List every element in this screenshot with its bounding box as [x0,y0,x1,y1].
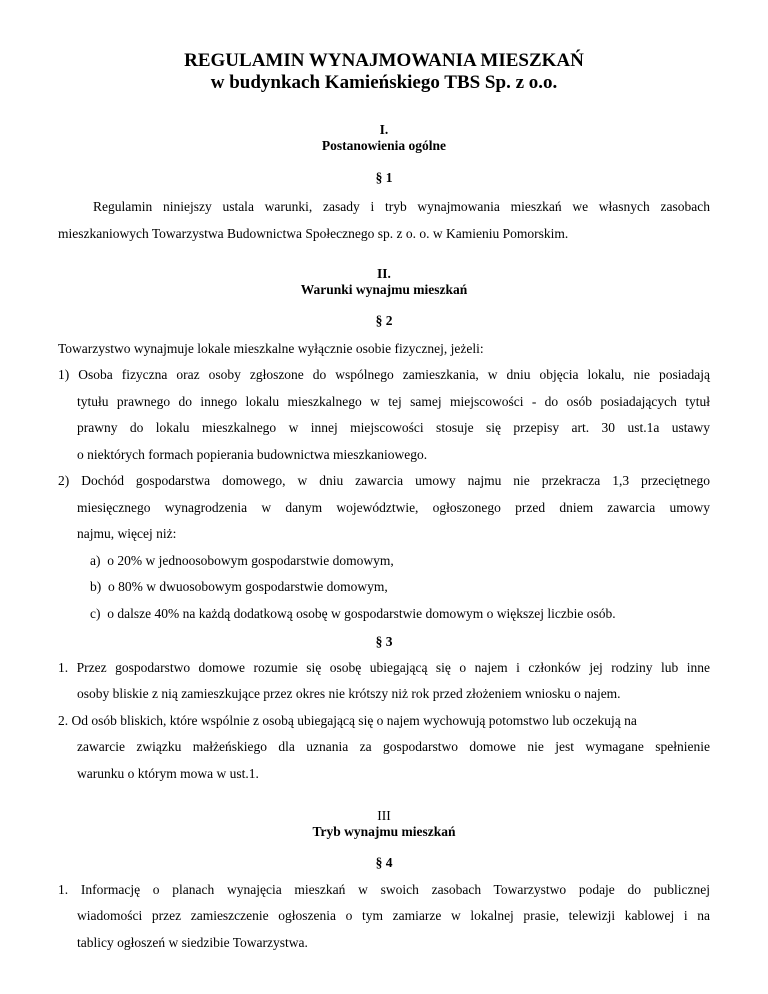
document-title: REGULAMIN WYNAJMOWANIA MIESZKAŃ [184,50,584,71]
sub-list-label: a) [90,553,101,568]
sub-list-label: c) [90,606,101,621]
paragraph-text: Regulamin niniejszy ustala warunki, zasady i tryb wynajmowania mieszkań we własnych zasobach [93,199,710,214]
section-title: Tryb wynajmu mieszkań [312,824,456,839]
paragraph-text: mieszkaniowych Towarzystwa Budownictwa Społecznego sp. z o. o. w Kamieniu Pomorskim. [58,226,569,241]
list-item-text: miesięcznego wynagrodzenia w danym województwie, ogłoszonego przed dniem zawarcia umowy [77,500,710,515]
paragraph-text: Towarzystwo wynajmuje lokale mieszkalne wyłącznie osobie fizycznej, jeżeli: [58,341,484,356]
sub-list-text: o dalsze 40% na każdą dodatkową osobę w gospodarstwie domowym o większej liczbie osób. [107,606,616,621]
section-number: I. [379,122,389,137]
sub-list-text: o 80% w dwuosobowym gospodarstwie domowym, [108,579,388,594]
list-item-text: warunku o którym mowa w ust.1. [77,766,259,781]
list-item-text: najmu, więcej niż: [77,526,177,541]
paragraph-heading: § 1 [375,170,393,185]
list-item-text: tablicy ogłoszeń w siedzibie Towarzystwa. [77,935,308,950]
list-item-text: 1) Osoba fizyczna oraz osoby zgłoszone do wspólnego zamieszkania, w dniu objęcia lokalu, nie posiadają [58,367,710,382]
list-item-text: wiadomości przez zamieszczenie ogłoszenia o tym zamiarze w lokalnej prasie, telewizji kablowej i na [77,908,710,923]
sub-list-item [90,574,710,601]
paragraph-heading: § 2 [375,313,393,328]
document-subtitle: w budynkach Kamieńskiego TBS Sp. z o.o. [210,72,558,93]
paragraph-heading: § 4 [375,855,393,870]
section-title: Postanowienia ogólne [321,138,447,153]
sub-list-label: b) [90,579,102,594]
list-item-text: osoby bliskie z nią zamieszkujące przez okres nie krótszy niż rok przed złożeniem wniosku o najem. [77,686,621,701]
list-item-text: prawny do lokalu mieszkalnego w innej miejscowości stosuje się przepisy art. 30 ust.1a ustawy [77,420,710,435]
list-item-text: 2) Dochód gospodarstwa domowego, w dniu zawarcia umowy najmu nie przekracza 1,3 przeciętnego [58,473,710,488]
paragraph-heading: § 3 [375,634,393,649]
list-item-text: tytułu prawnego do innego lokalu mieszkalnego w tej samej miejscowości - do osób posiadających tytuł [77,394,710,409]
sub-list-item [90,601,730,628]
list-item-text: o niektórych formach popierania budownictwa mieszkaniowego. [77,447,428,462]
section-number: III [377,808,391,823]
list-item-text: zawarcie związku małżeńskiego dla uznania za gospodarstwo domowe nie jest wymagane spełnienie [77,739,710,754]
list-item-text: 1. Przez gospodarstwo domowe rozumie się osobę ubiegającą się o najem i członków jej rodziny lub inne [58,660,710,675]
sub-list-text: o 20% w jednoosobowym gospodarstwie domowym, [107,553,394,568]
sub-list-item [90,548,710,575]
section-title: Warunki wynajmu mieszkań [300,282,468,297]
list-item-text: 2. Od osób bliskich, które wspólnie z osobą ubiegającą się o najem wychowują potomstwo lub oczekują na [58,713,637,728]
list-item-text: 1. Informację o planach wynajęcia mieszkań w swoich zasobach Towarzystwo podaje do publicznej [58,882,710,897]
section-number: II. [377,266,391,281]
